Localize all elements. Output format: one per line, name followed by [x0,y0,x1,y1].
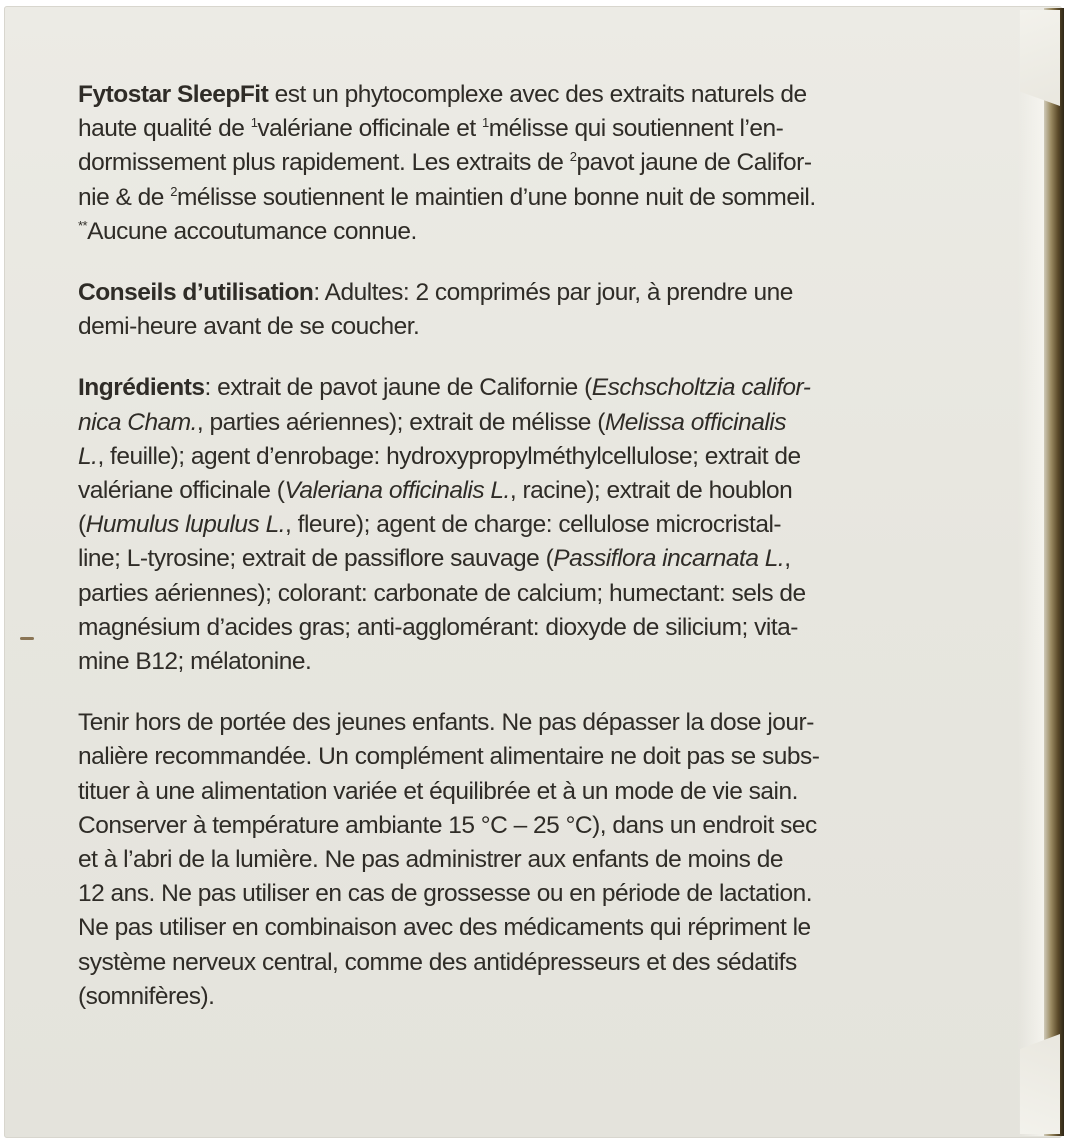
intro-line-1: Fytostar SleepFit est un phytocomplexe avec des extraits naturels de [78,81,807,108]
ingredients-line-2: nica Cham., parties aériennes); extrait de mélisse (Melissa officinalis [78,408,786,436]
warnings-line-9: (somnifères). [78,982,215,1010]
label-text [78,78,970,1041]
footnote-marker: 2 [569,149,577,165]
fold-mark [20,637,34,640]
intro-line-4: nie & de $^2$mélisse soutiennent le maintien d’une bonne nuit de sommeil. [78,183,816,211]
usage-paragraph [78,276,970,344]
warnings-line-2: nalière recommandée. Un complément alimentaire ne doit pas se subs- [78,743,820,771]
ingredients-line-5: (Humulus lupulus L., fleure); agent de charge: cellulose microcristal- [78,511,782,539]
box-flap-bottom [1020,1034,1060,1134]
ingredients-heading: Ingrédients [78,374,205,402]
intro-line-3: dormissement plus rapidement. Les extraits de $^2$pavot jaune de Califor- [78,149,812,177]
intro-line-5: **Aucune accoutumance connue. [78,217,417,245]
footnote-marker: 1 [250,115,258,131]
brand-name: Fytostar SleepFit [78,81,269,108]
warnings-line-6: 12 ans. Ne pas utiliser en cas de grossesse ou en période de lactation. [78,880,813,908]
ingredients-line-7: parties aériennes); colorant: carbonate de calcium; humectant: sels de [78,579,806,607]
ingredients-line-1: Ingrédients: extrait de pavot jaune de Californie (Eschscholtzia califor- [78,374,811,402]
ingredients-line-9: mine B12; mélatonine. [78,648,312,676]
footnote-marker: ** [78,217,88,233]
warnings-line-3: tituer à une alimentation variée et équilibrée et à un mode de vie sain. [78,777,798,805]
warnings-paragraph [78,706,970,1014]
usage-heading: Conseils d’utilisation [78,279,314,307]
box-flap-top [1020,10,1060,106]
warnings-line-8: système nerveux central, comme des antidépresseurs et des sédatifs [78,948,797,976]
warnings-line-1: Tenir hors de portée des jeunes enfants. Ne pas dépasser la dose jour- [78,709,814,737]
box-side-edge [1044,8,1064,1136]
intro-line-2: haute qualité de $^1$valériane officinale et $^1$mélisse qui soutiennent l’en- [78,115,784,143]
footnote-marker: 1 [481,115,489,131]
ingredients-line-4: valériane officinale (Valeriana officinalis L., racine); extrait de houblon [78,477,793,505]
ingredients-line-6: line; L-tyrosine; extrait de passiflore sauvage (Passiflora incarnata L., [78,545,791,573]
warnings-line-4: Conserver à température ambiante 15 °C – 25 °C), dans un endroit sec [78,811,817,839]
usage-line-2: demi-heure avant de se coucher. [78,313,420,341]
ingredients-line-3: L., feuille); agent d’enrobage: hydroxypropylméthylcellulose; extrait de [78,442,801,470]
warnings-line-7: Ne pas utiliser en combinaison avec des médicaments qui répriment le [78,914,811,942]
panel-edge-highlight [1018,10,1046,1136]
ingredients-paragraph [78,371,970,679]
ingredients-line-8: magnésium d’acides gras; anti-agglomérant: dioxyde de silicium; vita- [78,613,798,641]
warnings-line-5: et à l’abri de la lumière. Ne pas administrer aux enfants de moins de [78,846,783,874]
intro-paragraph [78,78,970,249]
footnote-marker: 2 [170,183,177,199]
usage-line-1: Conseils d’utilisation: Adultes: 2 comprimés par jour, à prendre une [78,279,793,307]
